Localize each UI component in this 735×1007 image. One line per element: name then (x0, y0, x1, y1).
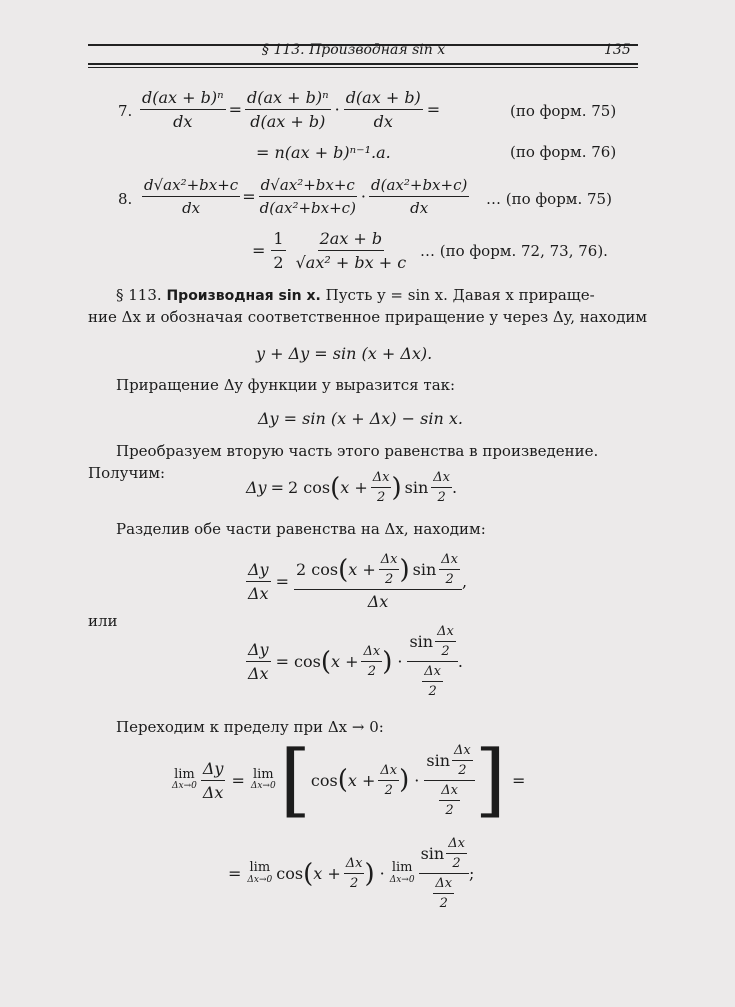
paragraph-3-line-1: Преобразуем вторую часть этого равенства в произведение. (116, 442, 599, 460)
header-bottom-rule-thin (88, 67, 638, 68)
equation-y-increment: y + Δy = sin (x + Δx). (256, 344, 433, 363)
eq7-fraction-3: $\frac{d(ax + b)}{dx}$ (345, 88, 421, 131)
paragraph-5: Переходим к пределу при Δx → 0: (116, 718, 384, 736)
paragraph-2: Приращение Δy функции y выразится так: (116, 376, 456, 394)
eq8-fraction-2: $\frac{\text{d√ax²+bx+c}}{\text{d(ax²+bx+c)}}$ (259, 176, 356, 217)
eq7-fraction-2: $\frac{\text{d(ax + b)ⁿ}}{d(ax + b)}$ (247, 88, 329, 131)
equation-ratio-form: $\frac{\Delta y}{\Delta x}$ = cos ( x + $\frac{\Delta x}{2}$ ) · sin $\frac{\Delta x}{2}$ $\frac{\Delta x}{2}$ . (248, 624, 463, 699)
eq8-ref1: … (по форм. 75) (486, 190, 612, 208)
equation-limit-split: = lim Δx→0 cos ( x + $\frac{\Delta x}{2}$ ) · lim Δx→0 sin $\frac{\Delta x}{2}$ $\frac{\Delta x}{2}$ ; (228, 836, 475, 911)
eq7-lhs-fraction: $\frac{\text{d(ax + b)ⁿ}}{dx}$ (142, 88, 224, 131)
eq8-line2: = $\frac{1}{2}$ $\frac{2ax + b}{\text{√ax² + bx + c}}$ (252, 229, 407, 272)
equation-divided: $\frac{\Delta y}{\Delta x}$ = 2 cos ( x + $\frac{\Delta x}{2}$ ) sin $\frac{\Delta x}{2}$ Δx , (248, 552, 468, 611)
eq8-lhs-fraction: $\frac{\text{d√ax²+bx+c}}{dx}$ (144, 176, 239, 217)
paragraph-3-line-2: Получим: (88, 464, 166, 482)
eq7-ref1: (по форм. 75) (510, 102, 617, 120)
paragraph-4: Разделив обе части равенства на Δx, находим: (116, 520, 486, 538)
section-heading: Производная sin x. (166, 288, 321, 304)
equation-product-form: Δy = 2 cos ( x + $\frac{\Delta x}{2}$ ) sin $\frac{\Delta x}{2}$ . (246, 470, 458, 505)
eq8-fraction-3: $\frac{\text{d(ax²+bx+c)}}{dx}$ (371, 176, 468, 217)
word-or: или (88, 612, 118, 630)
header-bottom-rule (88, 63, 638, 65)
eq7-line1: $\frac{\text{d(ax + b)ⁿ}}{dx}$ = $\frac{\text{d(ax + b)ⁿ}}{d(ax + b)}$ · $\frac{d(ax + b)}{dx}$ = (142, 88, 441, 131)
eq8-number: 8. (118, 190, 133, 208)
eq7-ref2: (по форм. 76) (510, 143, 617, 161)
eq8-ref2: … (по форм. 72, 73, 76). (420, 242, 608, 260)
eq8-half-fraction: $\frac{1}{2}$ (273, 229, 284, 272)
eq7-line2: = n(ax + b)ⁿ⁻¹.a. (256, 143, 391, 162)
eq8-main-fraction: $\frac{2ax + b}{\text{√ax² + bx + c}}$ (295, 229, 407, 272)
paragraph-1-line-1: § 113. Производная sin x. Пусть y = sin x. Давая x прираще- (116, 286, 595, 304)
equation-limit: lim Δx→0 $\frac{\Delta y}{\Delta x}$ = lim Δx→0 [ cos ( x + $\frac{\Delta x}{2}$ ) · sin $\frac{\Delta x}{2}$ $\frac{\Delta x}{2}$ ] = (172, 733, 526, 826)
equation-divided-big-fraction: 2 cos ( x + $\frac{\Delta x}{2}$ ) sin $\frac{\Delta x}{2}$ Δx (294, 552, 462, 611)
equation-delta-y: Δy = sin (x + Δx) − sin x. (258, 409, 463, 428)
running-header-title: § 113. Производная sin x (262, 42, 446, 58)
page-number: 135 (604, 42, 631, 58)
eq8-line1: $\frac{\text{d√ax²+bx+c}}{dx}$ = $\frac{\text{d√ax²+bx+c}}{\text{d(ax²+bx+c)}}$ · $\frac{\text{d(ax²+bx+c)}}{dx}$ (144, 176, 468, 217)
eq7-number: 7. (118, 102, 133, 120)
paragraph-1-line-2: ние Δx и обозначая соответственное приращение y через Δy, находим (88, 308, 648, 326)
